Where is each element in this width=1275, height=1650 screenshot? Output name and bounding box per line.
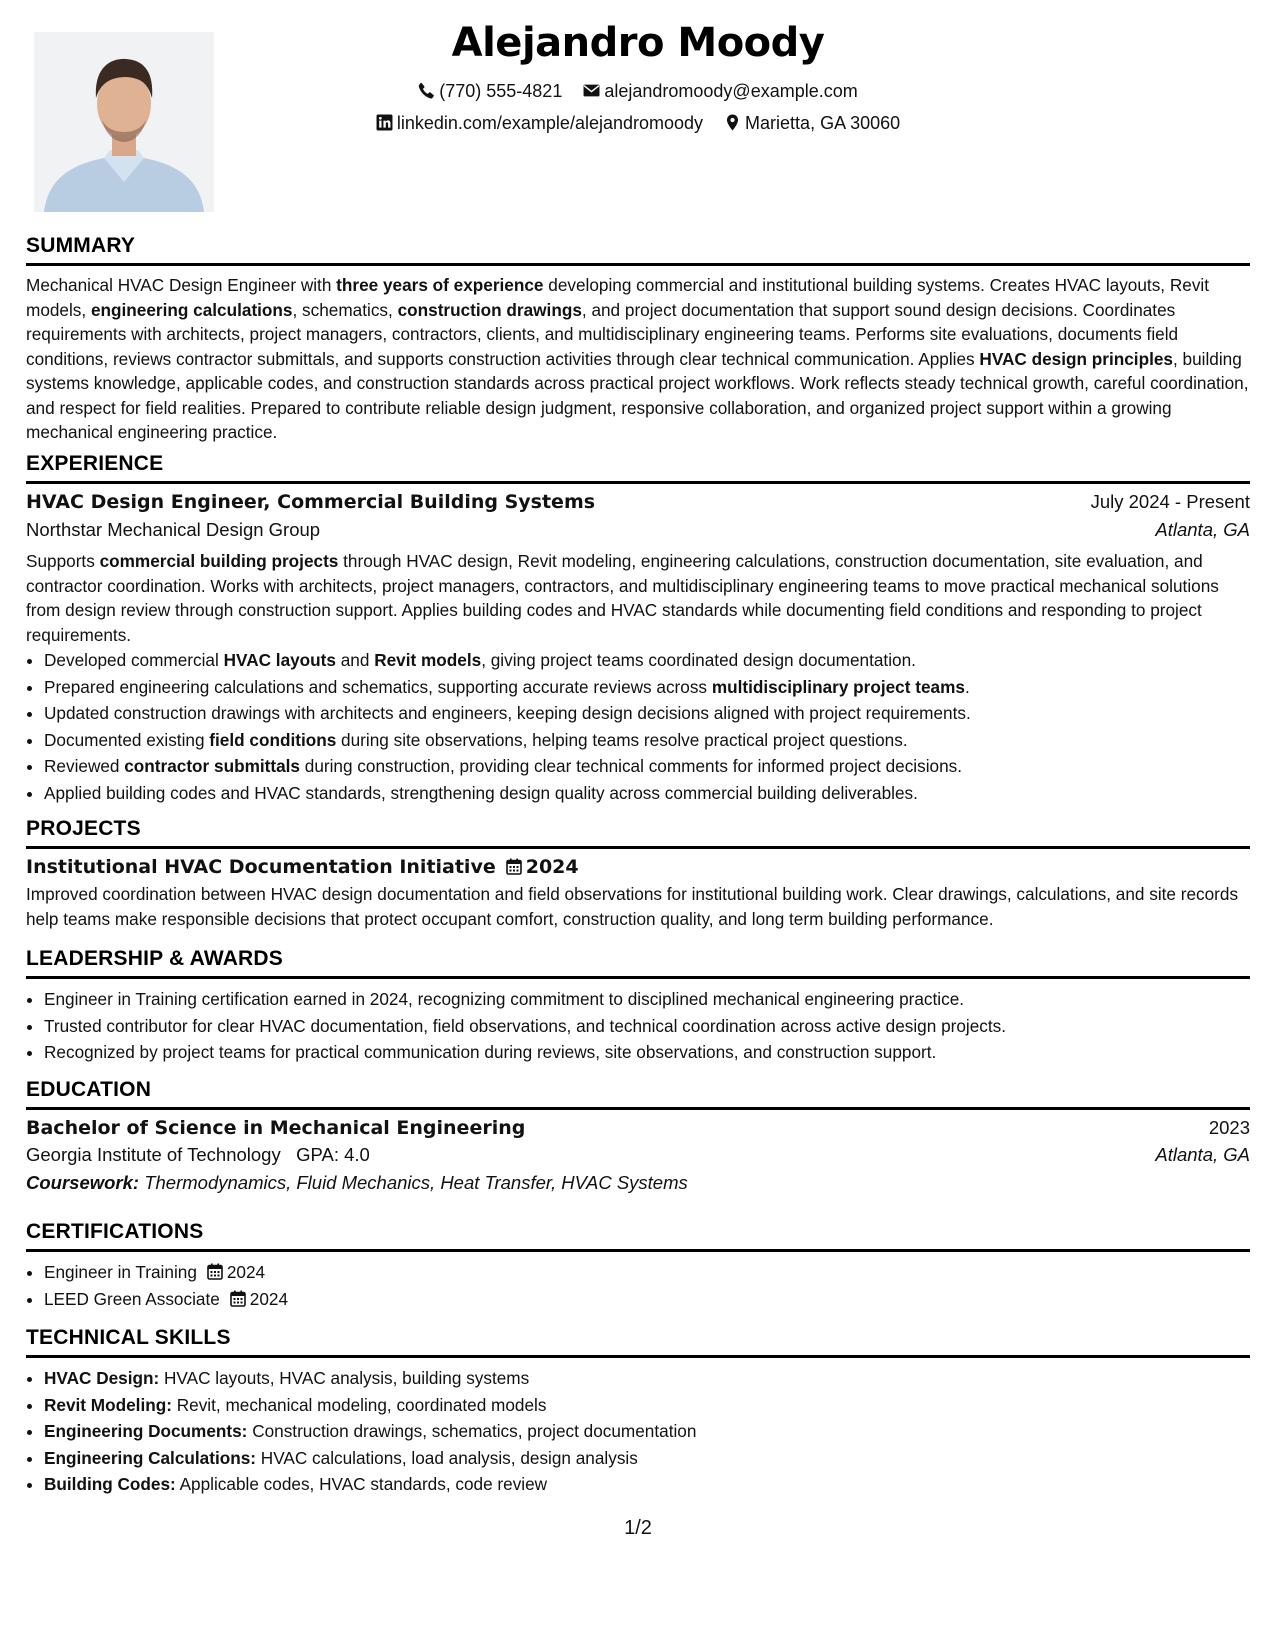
list-item bbox=[44, 1392, 1250, 1419]
cert-year: 2024 bbox=[226, 1262, 266, 1282]
project-description: Improved coordination between HVAC design documentation and field observations for institutional building work. Clear drawings, calculations, and site records help teams make responsible decisions that protect occupant comfort, construction quality, and long term building performance. bbox=[26, 884, 1239, 929]
linkedin-icon bbox=[376, 114, 393, 131]
project-header bbox=[26, 856, 1250, 878]
list-item: • Applied building codes and HVAC standards, strengthening design quality across commercial building deliverables. bbox=[44, 780, 1250, 807]
cert-name: LEED Green Associate bbox=[44, 1288, 220, 1309]
skill-value: HVAC calculations, load analysis, design analysis bbox=[260, 1447, 638, 1468]
contact-row-primary bbox=[26, 81, 1250, 102]
section-title: PROJECTS bbox=[26, 817, 1250, 849]
section-title: EDUCATION bbox=[26, 1078, 1250, 1110]
graduation-year: 2023 bbox=[1208, 1117, 1250, 1138]
skills-list bbox=[26, 1365, 1250, 1498]
education-subheader bbox=[26, 1144, 1250, 1166]
location-contact bbox=[724, 113, 900, 134]
section-title: CERTIFICATIONS bbox=[26, 1220, 1250, 1252]
skill-label: Engineering Documents: bbox=[44, 1421, 248, 1441]
skills-section bbox=[26, 1326, 1250, 1498]
summary-text: Mechanical HVAC Design Engineer with three years of experience developing commercial and institutional building systems. Creates HVAC layouts, Revit models, engineering calculations, schematics, construction drawings, and project documentation that support sound design decisions. Coordinates requirements with architects, project managers, contractors, clients, and multidisciplinary engineering teams. Performs site evaluations, documents field conditions, reviews contractor submittals, and supports construction activities through clear technical communication. Applies HVAC design principles, building systems knowledge, applicable codes, and construction standards across practical project workflows. Work reflects steady technical growth, careful coordination, and respect for field realities. Prepared to contribute reliable design judgment, responsive collaboration, and organized project support within a growing mechanical engineering practice. bbox=[26, 275, 1249, 442]
skill-value: Construction drawings, schematics, project documentation bbox=[252, 1421, 697, 1441]
summary-section bbox=[26, 234, 1250, 445]
phone-contact[interactable] bbox=[418, 81, 562, 102]
list-item: • Prepared engineering calculations and schematics, supporting accurate reviews across multidisciplinary project teams. bbox=[44, 674, 1250, 701]
list-item bbox=[44, 1445, 1250, 1472]
page-number: 1/2 bbox=[624, 1517, 652, 1539]
project-year: 2024 bbox=[525, 856, 579, 878]
school-line bbox=[26, 1144, 370, 1166]
job-title: HVAC Design Engineer, Commercial Building Systems bbox=[26, 491, 596, 513]
list-item: • Updated construction drawings with architects and engineers, keeping design decisions aligned with project requirements. bbox=[44, 700, 1250, 727]
school-location: Atlanta, GA bbox=[1155, 1144, 1250, 1165]
certifications-section bbox=[26, 1220, 1250, 1312]
education-section bbox=[26, 1078, 1250, 1194]
job-description: Supports commercial building projects through HVAC design, Revit modeling, engineering calculations, construction documentation, site evaluation, and contractor coordination. Works with architects, project managers, contractors, and multidisciplinary engineering teams to move practical mechanical solutions from design review through construction support. Applies building codes and HVAC standards while documenting field conditions and responding to project requirements. bbox=[26, 551, 1219, 645]
cert-year: 2024 bbox=[249, 1288, 289, 1309]
location-text: Marietta, GA 30060 bbox=[745, 113, 901, 133]
skill-label: HVAC Design: bbox=[44, 1368, 160, 1388]
skill-value: Applicable codes, HVAC standards, code review bbox=[179, 1474, 548, 1494]
list-item bbox=[44, 1365, 1250, 1392]
leadership-section bbox=[26, 947, 1250, 1066]
skill-value: Revit, mechanical modeling, coordinated models bbox=[176, 1394, 547, 1415]
resume-page bbox=[26, 0, 1250, 1650]
map-pin-icon bbox=[724, 114, 741, 131]
school-name: Georgia Institute of Technology bbox=[26, 1144, 281, 1165]
leadership-list bbox=[26, 986, 1250, 1066]
education-header bbox=[26, 1117, 1250, 1139]
skill-label: Revit Modeling: bbox=[44, 1394, 172, 1415]
list-item: • Developed commercial HVAC layouts and Revit models, giving project teams coordinated design documentation. bbox=[44, 647, 1250, 674]
calendar-icon bbox=[506, 858, 522, 875]
candidate-name: Alejandro Moody bbox=[451, 20, 825, 66]
job-header bbox=[26, 491, 1250, 513]
gpa: GPA: 4.0 bbox=[296, 1144, 370, 1165]
list-item: • Reviewed contractor submittals during construction, providing clear technical comments for informed project decisions. bbox=[44, 753, 1250, 780]
section-title: TECHNICAL SKILLS bbox=[26, 1326, 1250, 1358]
cert-name: Engineer in Training bbox=[44, 1262, 197, 1282]
calendar-icon bbox=[230, 1290, 246, 1307]
email-text: alejandromoody@example.com bbox=[604, 81, 858, 101]
coursework-list: Thermodynamics, Fluid Mechanics, Heat Transfer, HVAC Systems bbox=[144, 1172, 688, 1193]
job-location: Atlanta, GA bbox=[1155, 519, 1250, 540]
degree-name: Bachelor of Science in Mechanical Engineering bbox=[26, 1117, 526, 1139]
linkedin-contact[interactable] bbox=[376, 113, 703, 134]
calendar-icon bbox=[207, 1263, 223, 1280]
job-dates: July 2024 - Present bbox=[1090, 491, 1250, 512]
project-name: Institutional HVAC Documentation Initiative bbox=[26, 856, 496, 878]
list-item: • Trusted contributor for clear HVAC documentation, field observations, and technical coordination across active design projects. bbox=[44, 1013, 1250, 1040]
phone-text: (770) 555-4821 bbox=[439, 81, 563, 101]
list-item bbox=[44, 1471, 1250, 1498]
coursework-line bbox=[26, 1172, 1250, 1194]
job-subheader bbox=[26, 519, 1250, 541]
list-item bbox=[44, 1286, 1250, 1313]
envelope-icon bbox=[583, 82, 600, 99]
linkedin-text: linkedin.com/example/alejandromoody bbox=[396, 113, 704, 133]
company-name: Northstar Mechanical Design Group bbox=[26, 519, 321, 540]
contact-row-secondary bbox=[26, 113, 1250, 134]
coursework-label: Coursework: bbox=[26, 1172, 140, 1193]
experience-section bbox=[26, 452, 1250, 806]
skill-label: Building Codes: bbox=[44, 1474, 176, 1494]
list-item bbox=[44, 1418, 1250, 1445]
email-contact[interactable] bbox=[583, 81, 857, 102]
section-title: LEADERSHIP & AWARDS bbox=[26, 947, 1250, 979]
certifications-list bbox=[26, 1259, 1250, 1312]
skill-label: Engineering Calculations: bbox=[44, 1447, 257, 1468]
projects-section bbox=[26, 817, 1250, 931]
list-item: • Documented existing field conditions during site observations, helping teams resolve practical project questions. bbox=[44, 727, 1250, 754]
job-bullets bbox=[26, 647, 1250, 806]
list-item: • Engineer in Training certification earned in 2024, recognizing commitment to disciplined mechanical engineering practice. bbox=[44, 986, 1250, 1013]
list-item bbox=[44, 1259, 1250, 1286]
phone-icon bbox=[418, 82, 435, 99]
section-title: SUMMARY bbox=[26, 234, 1250, 266]
list-item: • Recognized by project teams for practical communication during reviews, site observations, and construction support. bbox=[44, 1039, 1250, 1066]
skill-value: HVAC layouts, HVAC analysis, building systems bbox=[164, 1368, 530, 1388]
section-title: EXPERIENCE bbox=[26, 452, 1250, 484]
